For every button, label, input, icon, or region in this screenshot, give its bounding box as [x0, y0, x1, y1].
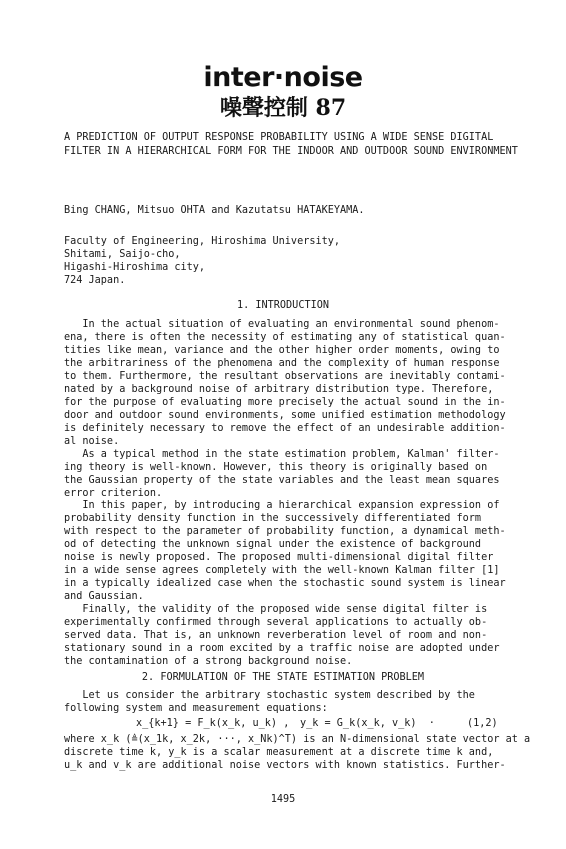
- body-line: ena, there is often the necessity of estimating any of statistical quan-: [64, 332, 506, 343]
- body-line: Let us consider the arbitrary stochastic system described by the: [64, 690, 475, 701]
- logo-subtitle: 噪聲控制 87: [219, 95, 347, 121]
- body-line: the arbitrariness of the phenomena and the complexity of human response: [64, 358, 500, 369]
- body-line: As a typical method in the state estimation problem, Kalman' filter-: [64, 449, 500, 460]
- body-line: noise is newly proposed. The proposed multi-dimensional digital filter: [64, 552, 494, 563]
- affiliation-line-4: 724 Japan.: [64, 275, 126, 286]
- body-line: error criterion.: [64, 488, 163, 499]
- body-line: the contamination of a strong background noise.: [64, 656, 353, 667]
- body-line: for the purpose of evaluating more precisely the actual sound in the in-: [64, 397, 506, 408]
- body-line: In this paper, by introducing a hierarchical expansion expression of: [64, 500, 500, 511]
- body-line: discrete time k, y_k is a scalar measurement at a discrete time k and,: [64, 747, 494, 758]
- logo-text: inter·noise: [203, 62, 363, 93]
- body-line: following system and measurement equations:: [64, 703, 328, 714]
- title-line-2: FILTER IN A HIERARCHICAL FORM FOR THE INDOOR AND OUTDOOR SOUND ENVIRONMENT: [64, 146, 518, 157]
- body-line: od of detecting the unknown signal under the existence of background: [64, 539, 482, 550]
- body-line: probability density function in the successively differentiated form: [64, 513, 482, 524]
- measurement-equation: y_k = G_k(x_k, v_k) ·: [300, 718, 435, 729]
- body-line: In the actual situation of evaluating an environmental sound phenom-: [64, 319, 500, 330]
- affiliation-line-2: Shitami, Saijo-cho,: [64, 249, 181, 260]
- body-line: in a typically idealized case when the stochastic sound system is linear: [64, 578, 506, 589]
- section-1-heading: 1. INTRODUCTION: [236, 300, 329, 311]
- body-line: is definitely necessary to remove the effect of an undesirable addition-: [64, 423, 506, 434]
- body-line: door and outdoor sound environments, some unified estimation methodology: [64, 410, 506, 421]
- section-2-heading: 2. FORMULATION OF THE STATE ESTIMATION PROBLEM: [141, 672, 425, 683]
- affiliation-line-3: Higashi-Hiroshima city,: [64, 262, 206, 273]
- body-line: Finally, the validity of the proposed wide sense digital filter is: [64, 604, 488, 615]
- body-line: tities like mean, variance and the other higher order moments, owing to: [64, 345, 500, 356]
- body-line: the Gaussian property of the state variables and the least mean squares: [64, 475, 500, 486]
- body-line: experimentally confirmed through several applications to actually ob-: [64, 617, 488, 628]
- system-equation: x_{k+1} = F_k(x_k, u_k) ,: [136, 718, 290, 729]
- body-line: to them. Furthermore, the resultant observations are inevitably contami-: [64, 371, 506, 382]
- body-line: where x_k (≜(x_1k, x_2k, ···, x_Nk)^T) is an N-dimensional state vector at a: [64, 734, 531, 745]
- body-line: and Gaussian.: [64, 591, 144, 602]
- authors: Bing CHANG, Mitsuo OHTA and Kazutatsu HATAKEYAMA.: [64, 205, 365, 216]
- conference-logo: [0, 62, 566, 122]
- body-line: with respect to the parameter of probability function, a dynamical meth-: [64, 526, 506, 537]
- body-line: in a wide sense agrees completely with the well-known Kalman filter [1]: [64, 565, 500, 576]
- body-line: al noise.: [64, 436, 120, 447]
- page-number: 1495: [270, 794, 296, 805]
- body-line: u_k and v_k are additional noise vectors with known statistics. Further-: [64, 760, 506, 771]
- equation-number: (1,2): [467, 718, 498, 729]
- body-line: ing theory is well-known. However, this theory is originally based on: [64, 462, 488, 473]
- body-line: served data. That is, an unknown reverberation level of room and non-: [64, 630, 488, 641]
- title-line-1: A PREDICTION OF OUTPUT RESPONSE PROBABILITY USING A WIDE SENSE DIGITAL: [64, 132, 494, 143]
- affiliation-line-1: Faculty of Engineering, Hiroshima University,: [64, 236, 341, 247]
- body-line: stationary sound in a room excited by a traffic noise are adopted under: [64, 643, 500, 654]
- body-line: nated by a background noise of arbitrary distribution type. Therefore,: [64, 384, 494, 395]
